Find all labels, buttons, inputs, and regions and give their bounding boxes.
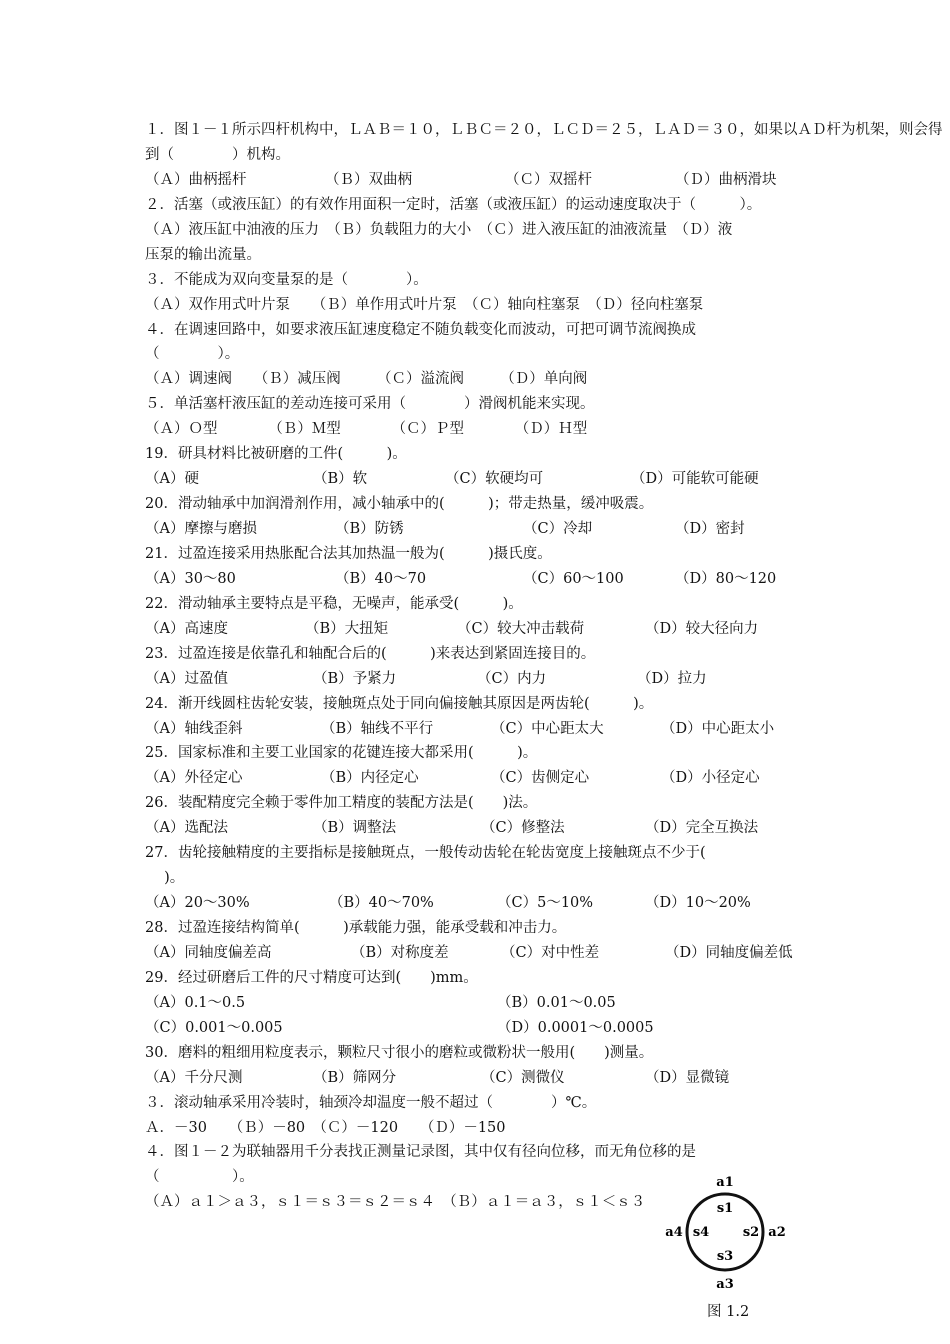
text-line: （ ）。 xyxy=(145,346,240,363)
answer-option: （C）冷却 xyxy=(523,521,593,537)
text-line: （Ａ）ａ１＞ａ３，ｓ１＝ｓ３＝ｓ２＝ｓ４ （Ｂ）ａ１＝ａ３，ｓ１＜ｓ３ xyxy=(145,1194,646,1211)
figure-caption: 图 1.2 xyxy=(707,1304,750,1320)
answer-option: （D）0.0001～0.0005 xyxy=(497,1019,654,1036)
text-line xyxy=(145,567,835,592)
text-line: 到（ ）机构。 xyxy=(145,146,290,163)
answer-option: （D）80～120 xyxy=(675,570,777,587)
text-line: （Ａ）调速阀 （Ｂ）减压阀 （Ｃ）溢流阀 （Ｄ）单向阀 xyxy=(145,371,588,388)
answer-option: （A）外径定心 xyxy=(145,770,243,787)
text-line xyxy=(145,941,835,966)
answer-option: （D）小径定心 xyxy=(661,770,760,787)
text-line xyxy=(145,766,835,791)
answer-option: （D）密封 xyxy=(675,521,745,537)
answer-option: （C）齿侧定心 xyxy=(491,770,590,787)
text-line: ３．滚动轴承采用冷装时，轴颈冷却温度一般不超过（ ）℃。 xyxy=(145,1094,597,1111)
label-s4: s4 xyxy=(692,1225,710,1240)
answer-option: （C）60～100 xyxy=(523,570,624,587)
answer-option: （D）同轴度偏差低 xyxy=(665,944,793,961)
text-line: 23．过盈连接是依靠孔和轴配合后的( )来表达到紧固连接目的。 xyxy=(145,645,596,662)
text-line: ２．活塞（或液压缸）的有效作用面积一定时，活塞（或液压缸）的运动速度取决于（ ）。 xyxy=(145,196,762,213)
text-line: 25．国家标准和主要工业国家的花键连接大都采用( )。 xyxy=(145,745,538,762)
answer-option: （Ｃ）双摇杆 xyxy=(505,171,636,188)
text-line: 22．滑动轴承主要特点是平稳，无噪声，能承受( )。 xyxy=(145,595,523,612)
label-a3: a3 xyxy=(716,1277,734,1292)
answer-option: （D）显微镜 xyxy=(645,1069,730,1086)
answer-option: （A）选配法 xyxy=(145,820,228,837)
answer-option: （A）同轴度偏差高 xyxy=(145,944,272,961)
text-line: ５．单活塞杆液压缸的差动连接可采用（ ）滑阀机能来实现。 xyxy=(145,396,595,413)
text-line xyxy=(145,667,835,692)
text-line: ３．不能成为双向变量泵的是（ ）。 xyxy=(145,271,428,288)
text-line: 19．研具材料比被研磨的工件( )。 xyxy=(145,446,407,463)
text-line: （Ａ）双作用式叶片泵 （Ｂ）单作用式叶片泵 （Ｃ）轴向柱塞泵 （Ｄ）径向柱塞泵 xyxy=(145,296,704,313)
answer-option: （B）轴线不平行 xyxy=(321,720,434,737)
answer-option: （A）硬 xyxy=(145,471,199,488)
answer-option: （A）过盈值 xyxy=(145,670,228,687)
text-line xyxy=(145,617,835,642)
text-line xyxy=(145,168,835,193)
label-s3: s3 xyxy=(716,1249,734,1264)
text-line: )。 xyxy=(145,870,185,887)
label-s1: s1 xyxy=(716,1201,734,1216)
answer-option: （D）中心距太小 xyxy=(661,720,775,737)
answer-option: （D）拉力 xyxy=(637,670,707,687)
text-line: ４．在调速回路中，如要求液压缸速度稳定不随负载变化而波动，可把可调节流阀换成 xyxy=(145,321,696,338)
answer-option: （C）内力 xyxy=(477,670,547,687)
answer-option: （Ａ）曲柄摇杆 xyxy=(145,171,305,188)
text-line xyxy=(145,991,835,1016)
answer-option: （C）0.001～0.005 xyxy=(145,1019,283,1036)
text-line xyxy=(145,467,835,492)
text-line xyxy=(145,1016,835,1041)
text-line xyxy=(145,717,835,742)
text-line: 28．过盈连接结构简单( )承载能力强，能承受载和冲击力。 xyxy=(145,920,567,936)
answer-option: （B）防锈 xyxy=(335,521,404,537)
answer-option: （A）轴线歪斜 xyxy=(145,720,243,737)
answer-option: （A）千分尺测 xyxy=(145,1069,243,1086)
question-text xyxy=(145,118,943,1215)
text-line: 27．齿轮接触精度的主要指标是接触斑点，一般传动齿轮在轮齿宽度上接触斑点不少于( xyxy=(145,845,706,862)
text-line: 29．经过研磨后工件的尺寸精度可达到( )mm。 xyxy=(145,969,478,986)
answer-option: （D）10～20% xyxy=(645,895,751,912)
text-line: 30．磨料的粗细用粒度表示，颗粒尺寸很小的磨粒或微粉状一般用( )测量。 xyxy=(145,1044,654,1061)
answer-option: （A）高速度 xyxy=(145,620,228,637)
text-line xyxy=(145,517,835,542)
answer-option: （C）测微仪 xyxy=(481,1069,565,1086)
answer-option: （B）筛网分 xyxy=(313,1069,397,1086)
answer-option: （B）40～70 xyxy=(335,570,427,587)
answer-option: （C）较大冲击载荷 xyxy=(457,620,585,637)
answer-option: （A）30～80 xyxy=(145,570,236,587)
text-line: １．图１－１所示四杆机构中，ＬＡＢ＝１０，ＬＢＣ＝２０，ＬＣＤ＝２５，ＬＡＤ＝３０，如果以ＡＤ杆为机架，则会得 xyxy=(145,122,943,138)
text-line xyxy=(145,1066,835,1091)
text-line: 21．过盈连接采用热胀配合法其加热温一般为( )摄氏度。 xyxy=(145,545,552,562)
label-a2: a2 xyxy=(768,1225,786,1240)
answer-option: （A）20～30% xyxy=(145,895,250,912)
answer-option: （B）内径定心 xyxy=(321,770,419,787)
measurement-circle-diagram xyxy=(665,1172,785,1292)
answer-option: （B）大扭矩 xyxy=(305,620,389,637)
answer-option: （D）可能软可能硬 xyxy=(631,471,759,488)
answer-option: （D）完全互换法 xyxy=(645,820,759,837)
answer-option: （C）5～10% xyxy=(497,895,594,912)
answer-option: （B）40～70% xyxy=(329,895,434,912)
text-line: 24．渐开线圆柱齿轮安装，接触斑点处于同向偏接触其原因是两齿轮( )。 xyxy=(145,695,654,712)
answer-option: （C）中心距太大 xyxy=(491,720,604,737)
text-line: ４．图１－２为联轴器用千分表找正测量记录图，其中仅有径向位移，而无角位移的是 xyxy=(145,1144,696,1161)
text-line: （Ａ）Ｏ型 （Ｂ）Ｍ型 （Ｃ）Ｐ型 （Ｄ）Ｈ型 xyxy=(145,421,588,438)
answer-option: （C）对中性差 xyxy=(501,944,600,961)
text-line xyxy=(145,891,835,916)
text-line: 26．装配精度完全赖于零件加工精度的装配方法是( )法。 xyxy=(145,795,538,812)
label-a1: a1 xyxy=(716,1175,734,1190)
text-line: 压泵的输出流量。 xyxy=(145,246,261,263)
text-line xyxy=(145,816,835,841)
answer-option: （D）较大径向力 xyxy=(645,620,759,637)
answer-option: （Ｄ）曲柄滑块 xyxy=(675,171,777,188)
answer-option: （Ｂ）双曲柄 xyxy=(325,171,456,188)
text-line: （ ）。 xyxy=(145,1169,254,1186)
answer-option: （C）软硬均可 xyxy=(445,471,544,488)
label-a4: a4 xyxy=(665,1225,683,1240)
answer-option: （C）修整法 xyxy=(481,820,565,837)
label-s2: s2 xyxy=(742,1225,760,1240)
answer-option: （B）0.01～0.05 xyxy=(497,994,616,1011)
text-line: 20．滑动轴承中加润滑剂作用，减小轴承中的( )；带走热量，缓冲吸震。 xyxy=(145,496,654,513)
answer-option: （B）对称度差 xyxy=(351,944,449,961)
answer-option: （A）0.1～0.5 xyxy=(145,994,246,1011)
dial-indicator-figure xyxy=(665,1172,785,1292)
answer-option: （B）调整法 xyxy=(313,820,397,837)
answer-option: （B）软 xyxy=(313,471,368,488)
answer-option: （B）予紧力 xyxy=(313,670,397,687)
text-line: Ａ．－30 （Ｂ）－80 （Ｃ）－120 （Ｄ）－150 xyxy=(145,1119,506,1136)
text-line: （Ａ）液压缸中油液的压力 （Ｂ）负载阻力的大小 （Ｃ）进入液压缸的油液流量 （Ｄ）液 xyxy=(145,221,733,238)
answer-option: （A）摩擦与磨损 xyxy=(145,521,257,537)
